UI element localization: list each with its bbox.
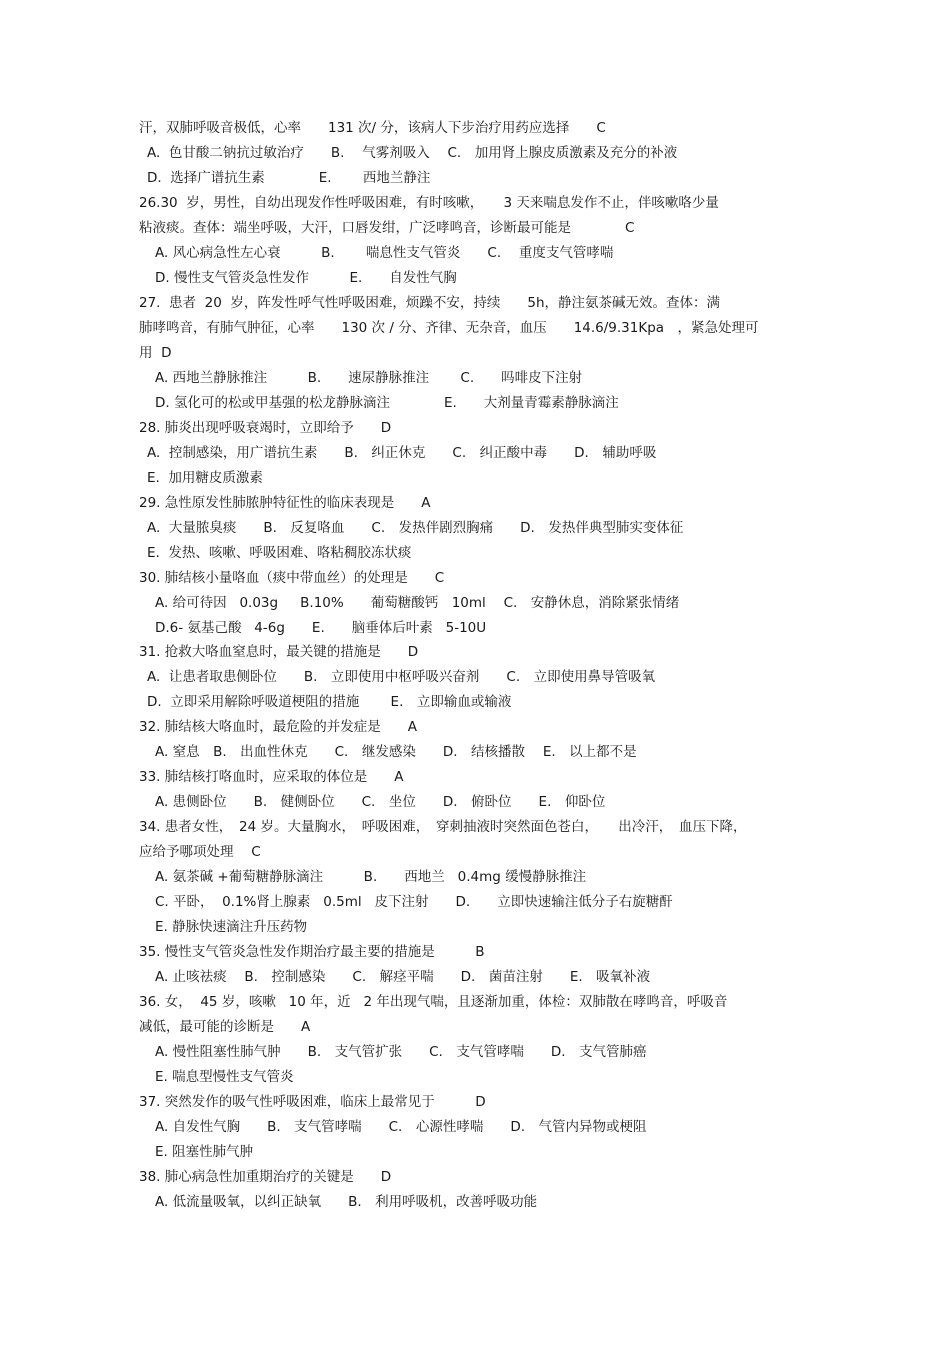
- option-line: A. 控制感染，用广谱抗生素 B. 纠正休克 C. 纠正酸中毒 D. 辅助呼吸: [147, 445, 657, 461]
- text-line: 应给予哪项处理 C: [139, 844, 261, 860]
- text-line: 用 D: [139, 345, 172, 361]
- question-line: 26.30 岁，男性，自幼出现发作性呼吸困难，有时咳嗽， 3 天来喘息发作不止，伴咳嗽咯少量: [139, 195, 719, 211]
- option-line: C. 平卧， 0.1%肾上腺素 0.5ml 皮下注射 D. 立即快速输注低分子右旋糖酐: [155, 894, 673, 910]
- question-line: 34. 患者女性， 24 岁。大量胸水， 呼吸困难， 穿刺抽液时突然面色苍白， 出冷汗， 血压下降，: [139, 819, 747, 835]
- option-line: A. 止咳祛痰 B. 控制感染 C. 解痉平喘 D. 菌苗注射 E. 吸氧补液: [155, 969, 651, 985]
- option-line: A. 大量脓臭痰 B. 反复咯血 C. 发热伴剧烈胸痛 D. 发热伴典型肺实变体征: [147, 520, 684, 536]
- option-line: A. 风心病急性左心衰 B. 喘息性支气管炎 C. 重度支气管哮喘: [155, 245, 614, 261]
- option-line: A. 慢性阻塞性肺气肿 B. 支气管扩张 C. 支气管哮喘 D. 支气管肺癌: [155, 1044, 647, 1060]
- question-line: 35. 慢性支气管炎急性发作期治疗最主要的措施是 B: [139, 944, 485, 960]
- option-line: D. 立即采用解除呼吸道梗阻的措施 E. 立即输血或输液: [147, 694, 512, 710]
- text-line: 减低，最可能的诊断是 A: [139, 1019, 311, 1035]
- option-line: D.6- 氨基己酸 4-6g E. 脑垂体后叶素 5-10U: [155, 620, 487, 636]
- question-line: 32. 肺结核大咯血时，最危险的并发症是 A: [139, 719, 417, 735]
- question-line: 30. 肺结核小量咯血（痰中带血丝）的处理是 C: [139, 570, 445, 586]
- text-line: 肺哮鸣音，有肺气肿征，心率 130 次 / 分、齐律、无杂音，血压 14.6/9.31Kpa ，紧急处理可: [139, 320, 759, 336]
- question-line: 37. 突然发作的吸气性呼吸困难，临床上最常见于 D: [139, 1094, 486, 1110]
- question-line: 33. 肺结核打咯血时，应采取的体位是 A: [139, 769, 404, 785]
- option-line: E. 发热、咳嗽、呼吸困难、咯粘稠胶冻状痰: [147, 545, 412, 561]
- option-line: A. 自发性气胸 B. 支气管哮喘 C. 心源性哮喘 D. 气管内异物或梗阻: [155, 1119, 647, 1135]
- question-line: 38. 肺心病急性加重期治疗的关键是 D: [139, 1169, 392, 1185]
- option-line: E. 加用糖皮质激素: [147, 470, 263, 486]
- option-line: A. 西地兰静脉推注 B. 速尿静脉推注 C. 吗啡皮下注射: [155, 370, 583, 386]
- option-line: E. 阻塞性肺气肿: [155, 1144, 254, 1160]
- option-line: A. 给可待因 0.03g B.10% 葡萄糖酸钙 10ml C. 安静休息，消除紧张情绪: [155, 595, 680, 611]
- question-line: 27. 患者 20 岁，阵发性呼气性呼吸困难，烦躁不安，持续 5h，静注氨茶碱无效。查体：满: [139, 295, 721, 311]
- question-line: 36. 女， 45 岁，咳嗽 10 年，近 2 年出现气喘，且逐渐加重，体检：双肺散在哮鸣音，呼吸音: [139, 994, 728, 1010]
- text-line: 粘液痰。查体：端坐呼吸，大汗，口唇发绀，广泛哮鸣音，诊断最可能是 C: [139, 220, 635, 236]
- question-line: 29. 急性原发性肺脓肿特征性的临床表现是 A: [139, 495, 431, 511]
- option-line: A. 窒息 B. 出血性休克 C. 继发感染 D. 结核播散 E. 以上都不是: [155, 744, 637, 760]
- text-line: 汗，双肺呼吸音极低，心率 131 次/ 分，该病人下步治疗用药应选择 C: [139, 120, 606, 136]
- option-line: E. 喘息型慢性支气管炎: [155, 1069, 294, 1085]
- option-line: D. 选择广谱抗生素 E. 西地兰静注: [147, 170, 431, 186]
- question-line: 31. 抢救大咯血窒息时，最关键的措施是 D: [139, 644, 419, 660]
- option-line: E. 静脉快速滴注升压药物: [155, 919, 308, 935]
- option-line: A. 低流量吸氧，以纠正缺氧 B. 利用呼吸机，改善呼吸功能: [155, 1194, 538, 1210]
- question-line: 28. 肺炎出现呼吸衰竭时，立即给予 D: [139, 420, 392, 436]
- option-line: A. 色甘酸二钠抗过敏治疗 B. 气雾剂吸入 C. 加用肾上腺皮质激素及充分的补液: [147, 145, 678, 161]
- option-line: A. 氨茶碱 +葡萄糖静脉滴注 B. 西地兰 0.4mg 缓慢静脉推注: [155, 869, 587, 885]
- option-line: A. 让患者取患侧卧位 B. 立即使用中枢呼吸兴奋剂 C. 立即使用鼻导管吸氧: [147, 669, 656, 685]
- option-line: D. 慢性支气管炎急性发作 E. 自发性气胸: [155, 270, 457, 286]
- option-line: D. 氢化可的松或甲基强的松龙静脉滴注 E. 大剂量青霉素静脉滴注: [155, 395, 619, 411]
- option-line: A. 患侧卧位 B. 健侧卧位 C. 坐位 D. 俯卧位 E. 仰卧位: [155, 794, 606, 810]
